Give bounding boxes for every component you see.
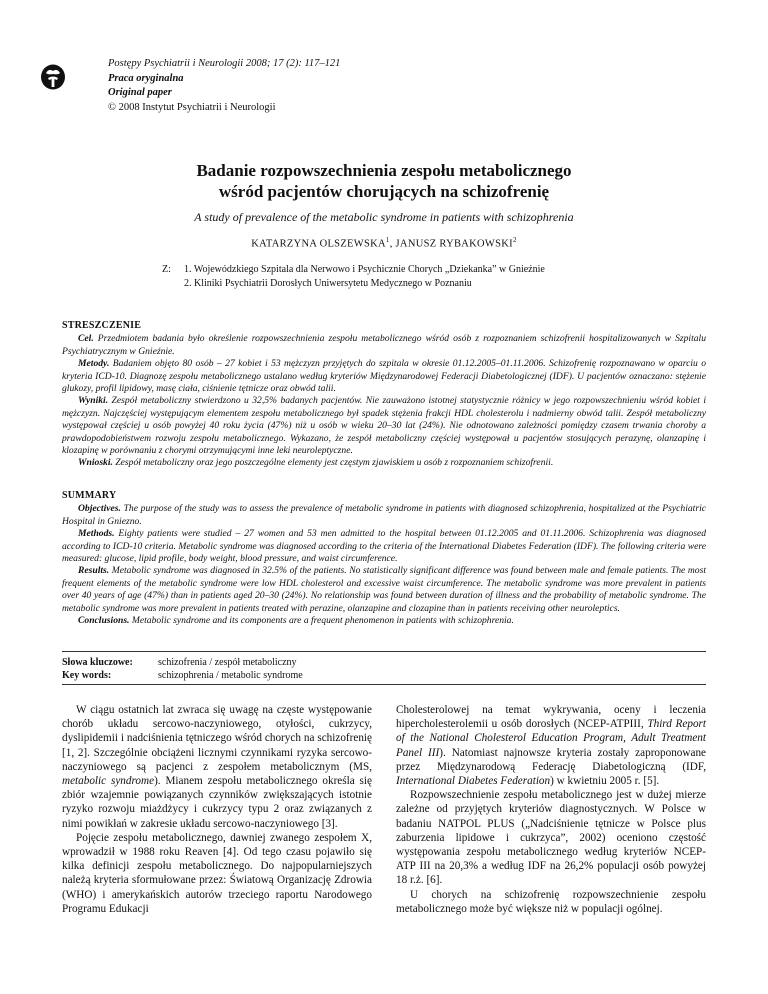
results-text: Metabolic syndrome was diagnosed in 32.5% of the patients. No statistically significant difference was found between male and female patients. The most frequent elements of the metabolic syndrome were low HDL cholesterol and excessive waist circumference. The metabolic syndrome was more prevalent in patients over 40 years of age (47%) than in patients aged 20–30 (24%). No relationship was found between duration of illness and the probability of metabolic syndrome. The metabolic syndrome was more prevalent in patients treated with perazine, olanzapine and clozapine than in patients receiving other neuroleptics.	[62, 565, 706, 614]
article-type-en: Original paper	[108, 87, 172, 98]
abstract-pl-heading: STRESZCZENIE	[62, 320, 142, 331]
objectives-text: The purpose of the study was to assess the prevalence of metabolic syndrome in patients with diagnosed schizophrenia, hospitalized at the Psychiatric Hospital in Gniezno.	[62, 503, 706, 527]
methods-text: Eighty patients were studied – 27 women and 53 men admitted to the hospital between 01.12.2005 and 01.11.2006. Schizophrenia was diagnosed according to ICD-10 criteria. Metabolic syndrome was diagnosed according to the criteria of the International Diabetes Federation (IDF). The following criteria were measured: glucose, lipid profile, body weight, blood pressure, and waist circumference.	[62, 528, 706, 565]
affil-prefix: Z:	[162, 264, 171, 275]
abstract-en-results	[62, 565, 706, 615]
wnioski-text: Zespół metaboliczny oraz jego poszczególne elementy jest częstym zjawiskiem u osób z rozpoznaniem schizofrenii.	[112, 457, 554, 469]
abstract-en-conclusions	[62, 615, 706, 627]
keywords	[62, 656, 303, 682]
divider-bottom	[62, 684, 706, 685]
body-text-italic: International Diabetes Federation	[396, 775, 551, 788]
author-sep: ,	[389, 238, 396, 250]
journal-header	[108, 57, 340, 115]
body-paragraph	[396, 703, 706, 788]
body-paragraph: Pojęcie zespołu metabolicznego, dawniej zwanego zespołem X, wprowadził w 1988 roku Reaven [4]. Od tego czasu pojawiło się kilka definicji zespołu metabolicznego. Do najpopularniejszych należą kryteria sformułowane przez: Światową Organizację Zdrowia (WHO) i amerykańskich autorów trzeciego raportu Narodowego Programu Edukacji	[62, 831, 372, 915]
abstract-pl-wyniki	[62, 395, 706, 457]
metody-label: Metody.	[78, 358, 110, 370]
affiliations	[162, 263, 545, 290]
body-text-italic: Third Report of the National Cholesterol Education Program, Adult Treatment Panel III	[396, 718, 707, 759]
body-column-left	[62, 703, 372, 916]
body-column-right	[396, 703, 706, 916]
abstract-en	[62, 490, 706, 627]
body-text-italic: metabolic syndrome	[62, 775, 155, 788]
article-title	[0, 160, 768, 202]
abstract-en-heading: SUMMARY	[62, 490, 117, 501]
author-2: JANUSZ RYBAKOWSKI	[395, 238, 513, 250]
authors	[0, 236, 768, 250]
body-text: W ciągu ostatnich lat zwraca się uwagę na częste występowanie chorób układu sercowo-naczyniowego, otyłości, cukrzycy, dyslipidemii i nadciśnienia tętniczego wśród chorych na schizofrenię [1, 2]. Szczególnie obciążeni licznymi czynnikami ryzyka sercowo-naczyniowego są pacjenci z zespołem metabolicznym (MS,	[62, 704, 372, 773]
english-title: A study of prevalence of the metabolic syndrome in patients with schizophrenia	[194, 210, 574, 224]
abstract-pl-cel	[62, 333, 706, 358]
keywords-pl-label: Słowa kluczowe:	[62, 657, 133, 668]
body-text: ) w kwietniu 2005 r. [5].	[550, 775, 660, 788]
keywords-pl: schizofrenia / zespół metaboliczny	[158, 657, 297, 668]
body-paragraph	[62, 703, 372, 831]
journal-citation: Postępy Psychiatrii i Neurologii 2008; 17 (2): 117–121	[108, 58, 341, 69]
methods-label: Methods.	[78, 528, 115, 540]
body-text: ). Natomiast najnowsze kryteria zostały zaproponowane przez Międzynarodową Federację Diabetologiczną (IDF,	[396, 746, 706, 773]
title-line-1: Badanie rozpowszechnienia zespołu metabolicznego	[196, 161, 572, 180]
author-1: KATARZYNA OLSZEWSKA	[251, 238, 386, 250]
abstract-pl-metody	[62, 358, 706, 395]
keywords-en-label: Key words:	[62, 670, 112, 681]
divider-top	[62, 651, 706, 652]
objectives-label: Objectives.	[78, 503, 121, 515]
cel-label: Cel.	[78, 333, 94, 345]
affil-2: 2. Kliniki Psychiatrii Dorosłych Uniwersytetu Medycznego w Poznaniu	[184, 277, 472, 289]
keywords-en: schizophrenia / metabolic syndrome	[158, 670, 303, 681]
wyniki-text: Zespół metaboliczny stwierdzono u 32,5% badanych pacjentów. Nie zauważono istotnej statystycznie różnicy w jego rozpowszechnieniu wśród kobiet i mężczyzn. Najczęściej występującym elementem zespołu metabolicznego był spadek stężenia frakcji HDL cholesterolu i nadmierny obwód talii. Zespół metaboliczny występował częściej u osób powyżej 40 roku życia (47%) niż u osób w wieku 20–30 lat (24%). Nie odnotowano zależności pomiędzy czasem trwania choroby a prawdopodobieństwem rozwoju zespołu metabolicznego. Wykazano, że zespół metaboliczny częściej występował u pacjentów stosujących perazynę, olanzapinę i klozapinę w porównaniu z chorymi otrzymującymi inne leki neuroleptyczne.	[62, 395, 706, 457]
body-text: Cholesterolowej na temat wykrywania, oceny i leczenia hipercholesterolemii u osób dorosłych (NCEP-ATPIII,	[396, 704, 706, 731]
body-paragraph: U chorych na schizofrenię rozpowszechnienie zespołu metabolicznego może być większe niż w populacji ogólnej.	[396, 888, 706, 915]
copyright: © 2008 Instytut Psychiatrii i Neurologii	[108, 101, 276, 113]
wnioski-label: Wnioski.	[78, 457, 113, 469]
abstract-en-objectives	[62, 503, 706, 528]
body-paragraph: Rozpowszechnienie zespołu metabolicznego jest w dużej mierze zależne od przyjętych kryteriów diagnostycznych. W Polsce w badaniu NATPOL PLUS („Nadciśnienie tętnicze w Polsce plus zaburzenia lipidowe i cukrzyca”, 2002) oceniono częstość występowania zespołu metabolicznego według kryteriów NCEP-ATP III na 20,3% a według IDF na 26,2% populacji osób powyżej 18 r.ż. [6].	[396, 789, 706, 887]
wyniki-label: Wyniki.	[78, 395, 109, 407]
affil-1: 1. Wojewódzkiego Szpitala dla Nerwowo i Psychicznie Chorych „Dziekanka” w Gnieźnie	[184, 264, 545, 275]
author-2-sup: 2	[512, 236, 517, 244]
conclusions-text: Metabolic syndrome and its components are a frequent phenomenon in patients with schizophrenia.	[129, 615, 514, 627]
results-label: Results.	[78, 565, 110, 577]
metody-text: Badaniem objęto 80 osób – 27 kobiet i 53 mężczyzn przyjętych do szpitala w okresie 01.12.2005–01.11.2006. Schizofrenię rozpoznawano w oparciu o kryteria ICD-10. Diagnozę zespołu metabolicznego ustalano według kryteriów Międzynarodowej Federacji Diabetologicznej (IDF). U pacjentów oznaczano: stężenie glukozy, profil lipidowy, masę ciała, ciśnienie tętnicze oraz obwód talii.	[62, 358, 706, 395]
abstract-en-methods	[62, 528, 706, 565]
abstract-pl	[62, 320, 706, 470]
cel-text: Przedmiotem badania było określenie rozpowszechnienia zespołu metabolicznego wśród osób z rozpoznaniem schizofrenii hospitalizowanych w Szpitalu Psychiatrycznym w Gnieźnie.	[62, 333, 706, 357]
article-type-pl: Praca oryginalna	[108, 72, 184, 84]
body-text: ). Mianem zespołu metabolicznego określa się zbiór wzajemnie powiązanych czynników zwiększających istotnie ryzyko rozwoju miażdżycy i cukrzycy typu 2 oraz związanych z nimi powikłań w zakresie układu sercowo-naczyniowego [3].	[62, 775, 372, 830]
journal-logo-icon	[40, 62, 66, 90]
abstract-pl-wnioski	[62, 457, 706, 469]
title-line-2: wśród pacjentów chorujących na schizofrenię	[218, 182, 550, 201]
conclusions-label: Conclusions.	[78, 615, 130, 627]
author-1-sup: 1	[385, 236, 390, 244]
